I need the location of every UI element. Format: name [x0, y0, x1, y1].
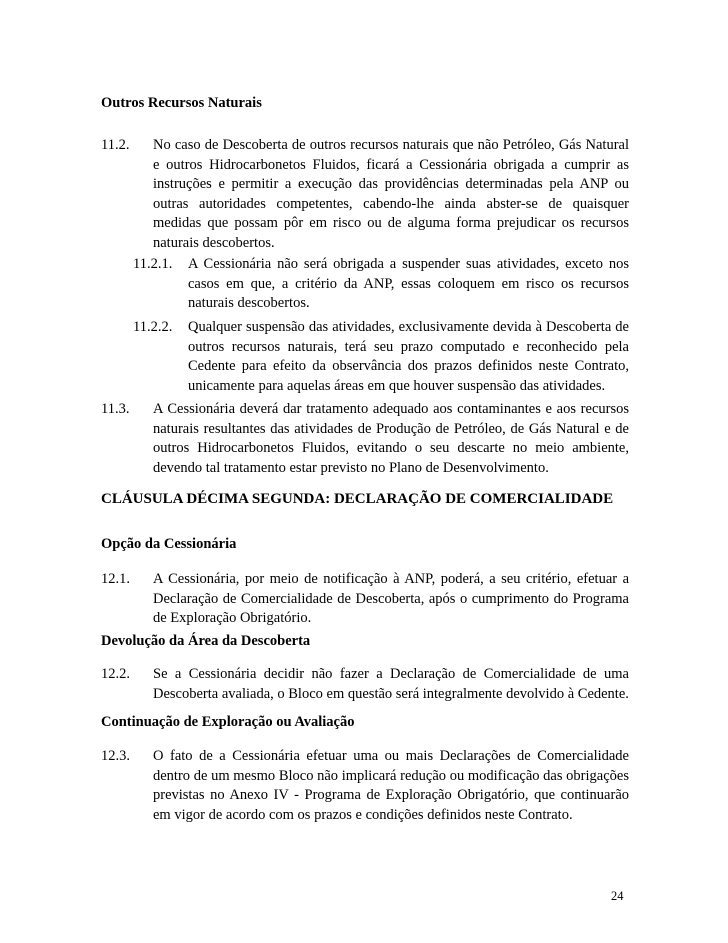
heading-devolucao-da-area: Devolução da Área da Descoberta [101, 633, 311, 649]
clause-text: A Cessionária deverá dar tratamento adequado aos contaminantes e aos recursos naturais resultantes das atividades de Produção de Petróleo, de Gás Natural e de outros Hidrocarbonetos Fluidos, evitando o seu descarte no meio ambiente, devendo tal tratamento estar previsto no Plano de Desenvolvimento. [153, 401, 629, 476]
heading-opcao-da-cessionaria: Opção da Cessionária [101, 536, 237, 552]
clause-text: Se a Cessionária decidir não fazer a Declaração de Comercialidade de uma Descoberta avaliada, o Bloco em questão será integralmente devolvido à Cedente. [153, 666, 629, 702]
clause-number: 11.3. [101, 401, 130, 417]
clause-text: A Cessionária não será obrigada a suspender suas atividades, exceto nos casos em que, a critério da ANP, essas coloquem em risco os recursos naturais descobertos. [188, 256, 629, 312]
clause-11-3 [101, 400, 629, 478]
clause-number: 12.2. [101, 666, 130, 682]
clause-number: 12.3. [101, 748, 130, 764]
clause-11-2 [101, 136, 629, 254]
heading-outros-recursos-naturais: Outros Recursos Naturais [101, 95, 262, 111]
clause-text: A Cessionária, por meio de notificação à ANP, poderá, a seu critério, efetuar a Declaração de Comercialidade de Descoberta, após o cumprimento do Programa de Exploração Obrigatório. [153, 571, 629, 627]
clause-number: 11.2. [101, 137, 130, 153]
clause-title: CLÁUSULA DÉCIMA SEGUNDA: DECLARAÇÃO DE COMERCIALIDADE [101, 491, 614, 507]
clause-12-2 [101, 665, 629, 704]
clause-number: 12.1. [101, 571, 130, 587]
clause-text: No caso de Descoberta de outros recursos naturais que não Petróleo, Gás Natural e outros Hidrocarbonetos Fluidos, ficará a Cessionária obrigada a cumprir as instruções e permitir a execução das providências determinadas pela ANP ou outras autoridades competentes, cabendo-lhe ainda abster-se de quaisquer medidas que possam pôr em risco ou de alguma forma prejudicar os recursos naturais descobertos. [153, 137, 629, 251]
clause-number: 11.2.1. [133, 256, 173, 272]
heading-continuacao-exploracao: Continuação de Exploração ou Avaliação [101, 714, 355, 730]
clause-12-3 [101, 747, 629, 825]
clause-text: Qualquer suspensão das atividades, exclusivamente devida à Descoberta de outros recursos naturais, terá seu prazo computado e reconhecido pela Cedente para efeito da observância dos prazos definidos neste Contrato, unicamente para aquelas áreas em que houver suspensão das atividades. [188, 319, 629, 394]
clause-text: O fato de a Cessionária efetuar uma ou mais Declarações de Comercialidade dentro de um mesmo Bloco não implicará redução ou modificação das obrigações previstas no Anexo IV - Programa de Exploração Obrigatório, que continuarão em vigor de acordo com os prazos e condições definidos neste Contrato. [153, 748, 629, 823]
clause-11-2-1 [133, 255, 629, 314]
clause-12-1 [101, 570, 629, 629]
clause-number: 11.2.2. [133, 319, 173, 335]
page-number: 24 [611, 889, 624, 903]
clause-11-2-2 [133, 318, 629, 396]
